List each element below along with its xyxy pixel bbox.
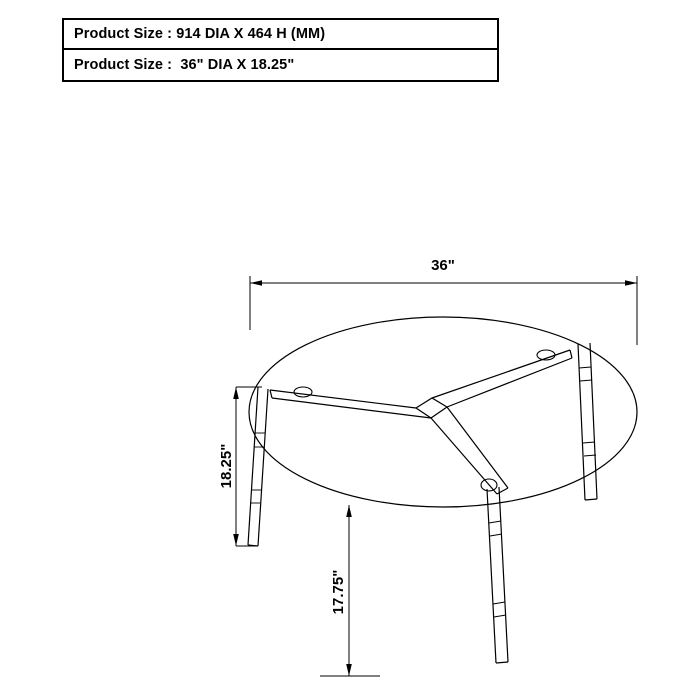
- product-size-value-mm: 914 DIA X 464 H (MM): [176, 26, 326, 42]
- tri-spoke-frame: [270, 350, 572, 494]
- dimension-label-height: 18.25": [218, 443, 235, 489]
- leg-left: [248, 387, 268, 546]
- dimension-width-36: [250, 276, 637, 345]
- dimension-label-lower-height: 17.75": [330, 569, 347, 615]
- dimension-height-17-75: [320, 505, 380, 676]
- frame-knobs: [294, 350, 555, 491]
- dimension-label-width: 36": [431, 257, 455, 274]
- leg-front: [487, 487, 508, 663]
- leg-right-back: [578, 343, 597, 500]
- glass-top-ellipse: [249, 317, 637, 507]
- product-size-label-in: Product Size :: [74, 57, 177, 73]
- product-size-value-in: 36" DIA X 18.25": [176, 57, 295, 73]
- product-size-label-mm: Product Size :: [74, 26, 177, 42]
